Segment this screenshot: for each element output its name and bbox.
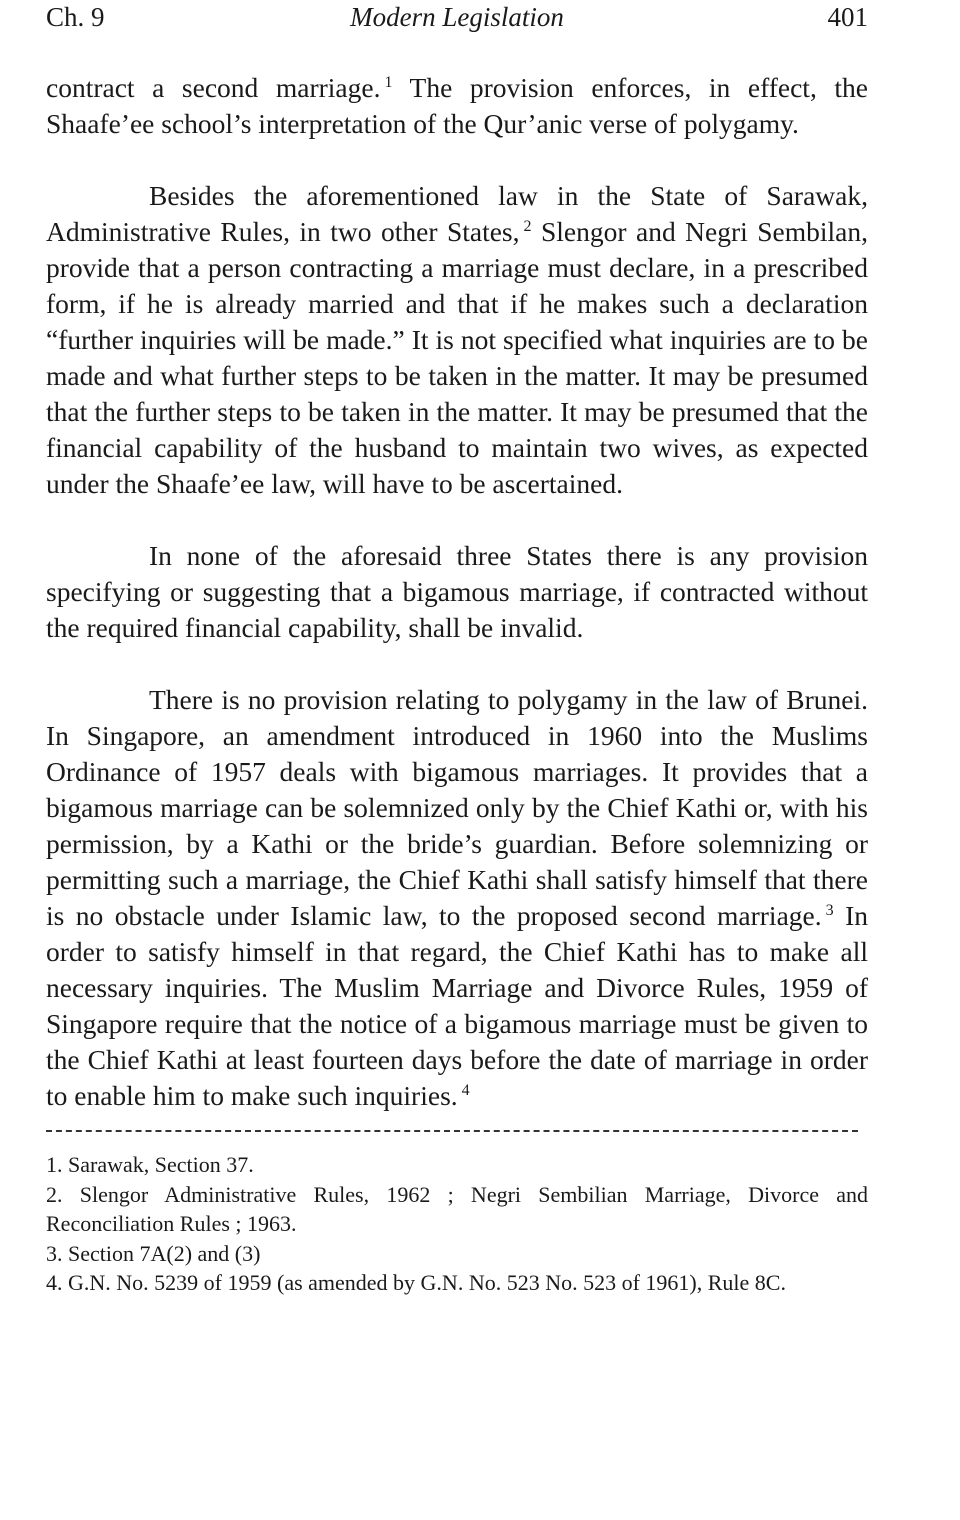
body-text [46, 70, 868, 1114]
paragraph [46, 70, 868, 142]
footnote: 1. Sarawak, Section 37. [46, 1152, 254, 1177]
paragraph [46, 178, 868, 502]
footnote-ref: 3 [825, 902, 834, 919]
running-head [46, 0, 868, 36]
footnote-separator [46, 1130, 858, 1132]
paragraph-text: There is no provision relating to polygamy in the law of Brunei. In Singapore, an amendment introduced in 1960 into the Muslims Ordinance of 1957 deals with bigamous marriages. It provides that a bigamous marriage can be solemnized only by the Chief Kathi or, with his permission, by a Kathi or the bride’s guardian. Before solemnizing or permitting such a marriage, the Chief Kathi shall satisfy himself that there is no obstacle under Islamic law, to the proposed second marriage. [46, 684, 868, 931]
page-number: 401 [827, 2, 868, 32]
paragraph-text: Besides the aforementioned law in the State of Sarawak, Administrative Rules, in two other States, [46, 180, 868, 247]
footnote-ref: 4 [461, 1082, 470, 1099]
footnote-ref: 2 [523, 218, 532, 235]
chapter-label: Ch. 9 [46, 2, 105, 32]
paragraph [46, 538, 868, 646]
footnote: 3. Section 7A(2) and (3) [46, 1240, 261, 1266]
paragraph-text: In none of the aforesaid three States there is any provision specifying or suggesting that a bigamous marriage, if contracted without the required financial capability, shall be invalid. [46, 540, 868, 643]
paragraph-text: In order to satisfy himself in that regard, the Chief Kathi has to make all necessary inquiries. The Muslim Marriage and Divorce Rules, 1959 of Singapore require that the notice of a bigamous marriage must be given to the Chief Kathi at least fourteen days before the date of marriage in order to enable him to make such inquiries. [46, 900, 868, 1111]
footnotes [46, 1150, 868, 1298]
paragraph [46, 682, 868, 1114]
paragraph-text: Slengor and Negri Sembilan, provide that a person contracting a marriage must declare, in a prescribed form, if he is already married and that if he makes such a declaration “further inquiries will be made.” It is not specified what inquiries are to be made and what further steps to be taken in the matter. It may be presumed that the further steps to be taken in the matter. It may be presumed that the financial capability of the husband to maintain two wives, as expected under the Shaafe’ee law, will have to be ascertained. [46, 216, 868, 499]
running-title: Modern Legislation [350, 2, 564, 32]
footnote: 4. G.N. No. 5239 of 1959 (as amended by G.N. No. 523 No. 523 of 1961), Rule 8C. [46, 1270, 786, 1295]
book-page [46, 0, 868, 1298]
paragraph-text: contract a second marriage. [46, 72, 381, 103]
paragraph-text: The provision enforces, in effect, the Shaafe’ee school’s interpretation of the Qur’anic verse of polygamy. [46, 72, 868, 139]
footnote: 2. Slengor Administrative Rules, 1962 ; Negri Sembilian Marriage, Divorce and Reconciliation Rules ; 1963. [46, 1181, 868, 1236]
footnote-ref: 1 [384, 74, 393, 91]
